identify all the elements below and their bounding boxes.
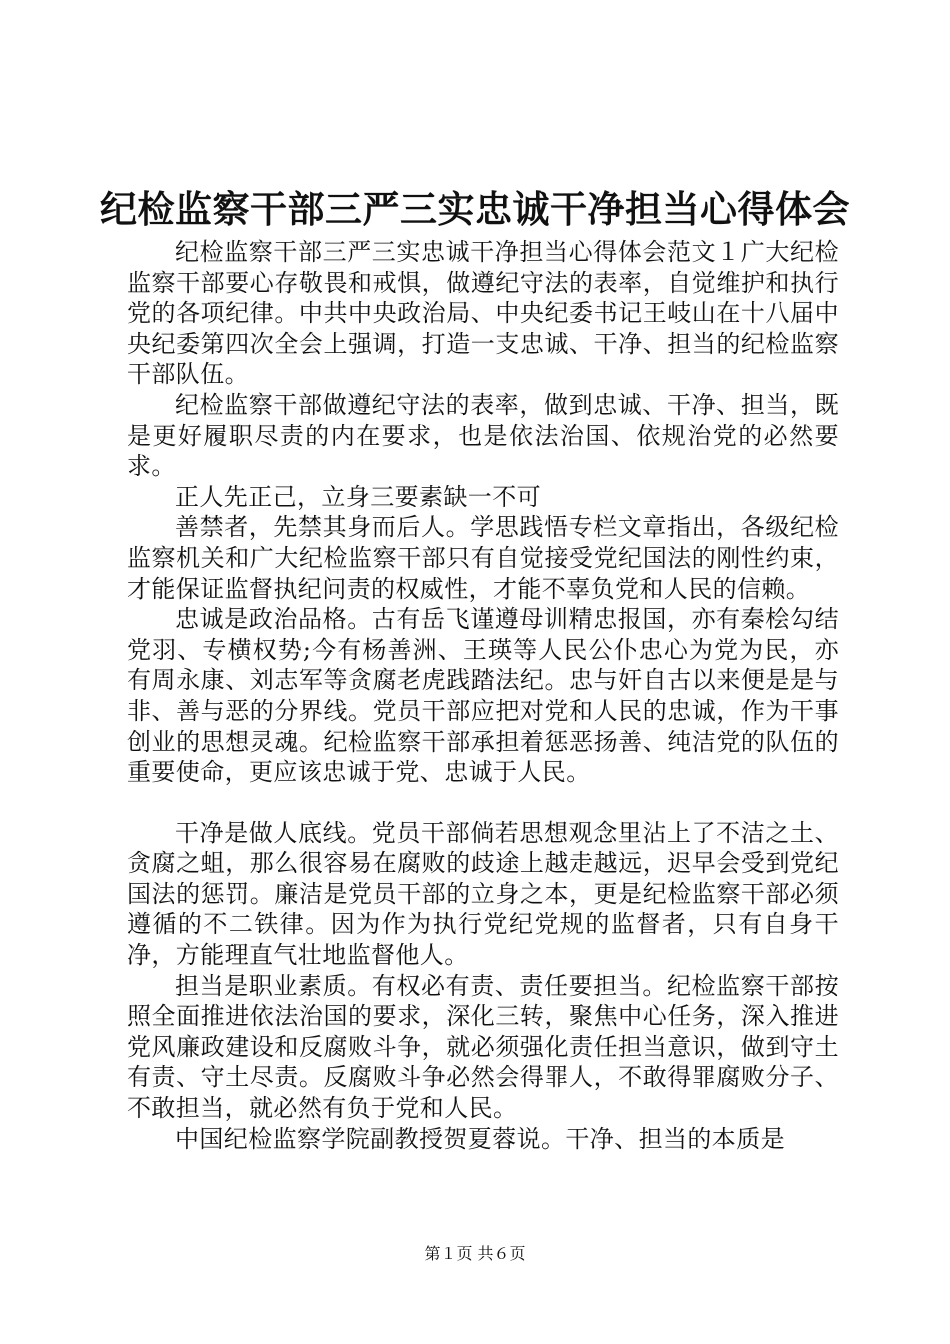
- paragraph-integrity: 干净是做人底线。党员干部倘若思想观念里沾上了不洁之土、贪腐之蛆，那么很容易在腐败的歧途上越走越远，迟早会受到党纪国法的惩罚。廉洁是党员干部的立身之本，更是纪检监察干部必须遵循的不二铁律。因为作为执行党纪党规的监督者，只有自身干净，方能理直气壮地监督他人。: [127, 818, 839, 970]
- paragraph-last: 中国纪检监察学院副教授贺夏蓉说。干净、担当的本质是: [175, 1124, 785, 1153]
- paragraph-3: 善禁者，先禁其身而后人。学思践悟专栏文章指出，各级纪检监察机关和广大纪检监察干部只有自觉接受党纪国法的刚性约束，才能保证监督执纪问责的权威性，才能不辜负党和人民的信赖。: [127, 513, 839, 603]
- paragraph-1: 纪检监察干部三严三实忠诚干净担当心得体会范文１广大纪检监察干部要心存敬畏和戒惧，做遵纪守法的表率，自觉维护和执行党的各项纪律。中共中央政治局、中央纪委书记王岐山在十八届中央纪委第四次全会上强调，打造一支忠诚、干净、担当的纪检监察干部队伍。: [127, 238, 839, 389]
- paragraph-2: 纪检监察干部做遵纪守法的表率，做到忠诚、干净、担当，既是更好履职尽责的内在要求，也是依法治国、依规治党的必然要求。: [127, 390, 839, 481]
- paragraph-loyalty: 忠诚是政治品格。古有岳飞谨遵母训精忠报国，亦有秦桧勾结党羽、专横权势;今有杨善洲、王瑛等人民公仆忠心为党为民，亦有周永康、刘志军等贪腐老虎践踏法纪。忠与奸自古以来便是是与非、善与恶的分界线。党员干部应把对党和人民的忠诚，作为干事创业的思想灵魂。纪检监察干部承担着惩恶扬善、纯洁党的队伍的重要使命，更应该忠诚于党、忠诚于人民。: [127, 605, 839, 787]
- paragraph-responsibility: 担当是职业素质。有权必有责、责任要担当。纪检监察干部按照全面推进依法治国的要求，深化三转，聚焦中心任务，深入推进党风廉政建设和反腐败斗争，就必须强化责任担当意识，做到守土有责、守土尽责。反腐败斗争必然会得罪人，不敢得罪腐败分子、不敢担当，就必然有负于党和人民。: [127, 971, 839, 1123]
- document-body: [127, 237, 839, 1154]
- document-title: 纪检监察干部三严三实忠诚干净担当心得体会: [100, 188, 850, 231]
- page-footer: 第１页 共６页: [424, 1244, 526, 1263]
- section-heading: 正人先正己，立身三要素缺一不可: [175, 482, 541, 511]
